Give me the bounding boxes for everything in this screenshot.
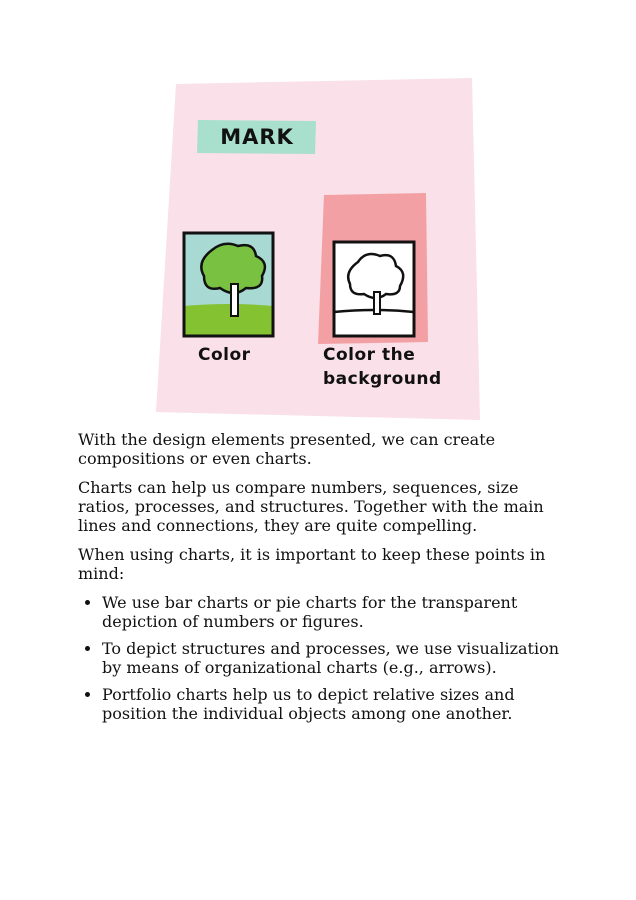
paragraph-charts: Charts can help us compare numbers, sequences, size ratios, processes, and structures. Together with the main lines and connections, they are quite compelling. <box>78 478 544 535</box>
bullet-list <box>78 593 568 723</box>
body-text <box>78 430 568 731</box>
colored-tree-icon <box>184 233 273 336</box>
mark-illustration <box>0 0 636 430</box>
color-background-caption-line2: background <box>323 369 442 389</box>
color-caption: Color <box>198 345 251 365</box>
mark-title: MARK <box>220 125 294 149</box>
paragraph-intro: With the design elements presented, we can create compositions or even charts. <box>78 430 496 468</box>
list-item: • Portfolio charts help us to depict relative sizes and position the individual objects among one another. <box>102 685 568 723</box>
color-background-caption-line1: Color the <box>323 345 416 365</box>
paragraph-points: When using charts, it is important to keep these points in mind: <box>78 545 546 583</box>
list-item: • We use bar charts or pie charts for the transparent depiction of numbers or figures. <box>102 593 568 631</box>
outline-tree-icon <box>334 242 414 336</box>
sketch-drawing <box>0 0 636 430</box>
list-item: • To depict structures and processes, we use visualization by means of organizational charts (e.g., arrows). <box>102 639 568 677</box>
